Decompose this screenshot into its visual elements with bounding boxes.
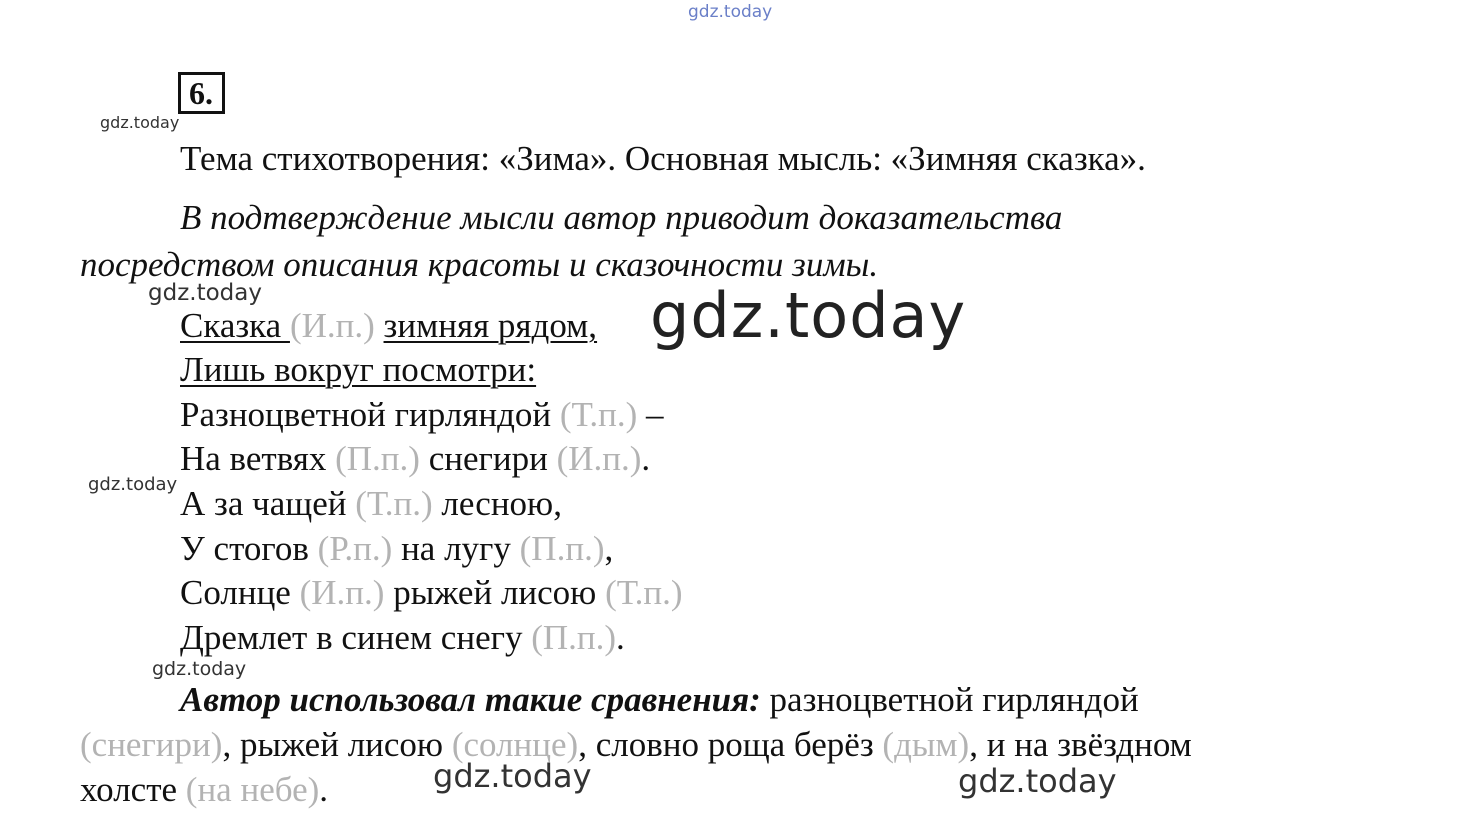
comparisons-line-2: [80, 727, 1192, 762]
poem-line: [180, 352, 536, 387]
poem-line: [180, 575, 683, 610]
poem-fragment: снегири: [419, 439, 557, 478]
case-label: (И.п.): [299, 573, 385, 612]
watermark-top: gdz.today: [688, 2, 773, 22]
theme-line: Тема стихотворения: «Зима». Основная мысль: «Зимняя сказка».: [180, 139, 1146, 178]
proof-line-2: посредством описания красоты и сказочности зимы.: [80, 245, 879, 284]
poem-fragment: рыжей лисою: [384, 573, 606, 612]
poem-fragment: Дремлет в синем снегу: [180, 618, 532, 657]
watermark-left-1: gdz.today: [100, 113, 180, 132]
comparisons-line-1: [180, 682, 1139, 717]
poem-fragment: .: [616, 618, 625, 657]
poem-fragment: лесною,: [432, 484, 562, 523]
poem-fragment: На ветвях: [180, 439, 336, 478]
case-label: (И.п.): [556, 439, 642, 478]
watermark-left-2: gdz.today: [148, 280, 262, 306]
watermark-big: gdz.today: [650, 279, 967, 352]
watermark-left-3: gdz.today: [88, 474, 178, 495]
case-label: (Т.п.): [559, 395, 638, 434]
poem-fragment: У стогов: [180, 529, 318, 568]
poem-fragment: [375, 306, 384, 345]
comparisons-fragment: разноцветной гирляндой: [760, 680, 1139, 719]
proof-line-1: В подтверждение мысли автор приводит доказательства: [180, 198, 1063, 237]
watermark-left-4: gdz.today: [152, 658, 247, 680]
case-label: (снегири): [80, 725, 223, 764]
case-label: (П.п.): [519, 529, 605, 568]
poem-line: [180, 486, 562, 521]
comparisons-fragment: , и на звёздном: [969, 725, 1192, 764]
watermark-bottom-2: gdz.today: [958, 762, 1117, 800]
poem-fragment: Лишь вокруг посмотри:: [180, 350, 537, 389]
poem-fragment: ,: [604, 529, 614, 568]
poem-fragment: на лугу: [392, 529, 520, 568]
poem-fragment: А за чащей: [180, 484, 356, 523]
poem-line: [180, 441, 650, 476]
case-label: (И.п.): [289, 306, 375, 345]
poem-fragment: .: [641, 439, 651, 478]
watermark-bottom-1: gdz.today: [433, 757, 592, 795]
poem-line: [180, 397, 664, 432]
comparisons-line-3: [80, 772, 328, 807]
comparisons-fragment: холсте: [80, 770, 186, 809]
case-label: (солнце): [451, 725, 579, 764]
poem-fragment: Сказка: [180, 306, 290, 345]
poem-fragment: Разноцветной гирляндой: [180, 395, 560, 434]
poem-line: [180, 620, 625, 655]
task-number: 6.: [178, 72, 225, 114]
case-label: (Р.п.): [317, 529, 393, 568]
poem-fragment: –: [637, 395, 664, 434]
case-label: (П.п.): [335, 439, 420, 478]
poem-fragment: Солнце: [180, 573, 300, 612]
poem-line: [180, 308, 597, 343]
case-label: (Т.п.): [355, 484, 433, 523]
case-label: (дым): [882, 725, 970, 764]
poem-line: [180, 531, 613, 566]
poem-fragment: зимняя рядом,: [383, 306, 598, 345]
comparisons-fragment: .: [319, 770, 329, 809]
case-label: (П.п.): [531, 618, 617, 657]
comparisons-fragment: , словно роща берёз: [578, 725, 883, 764]
comparisons-label: Автор использовал такие сравнения:: [180, 680, 761, 719]
case-label: (Т.п.): [605, 573, 683, 612]
case-label: (на небе): [185, 770, 320, 809]
comparisons-fragment: , рыжей лисою: [222, 725, 452, 764]
